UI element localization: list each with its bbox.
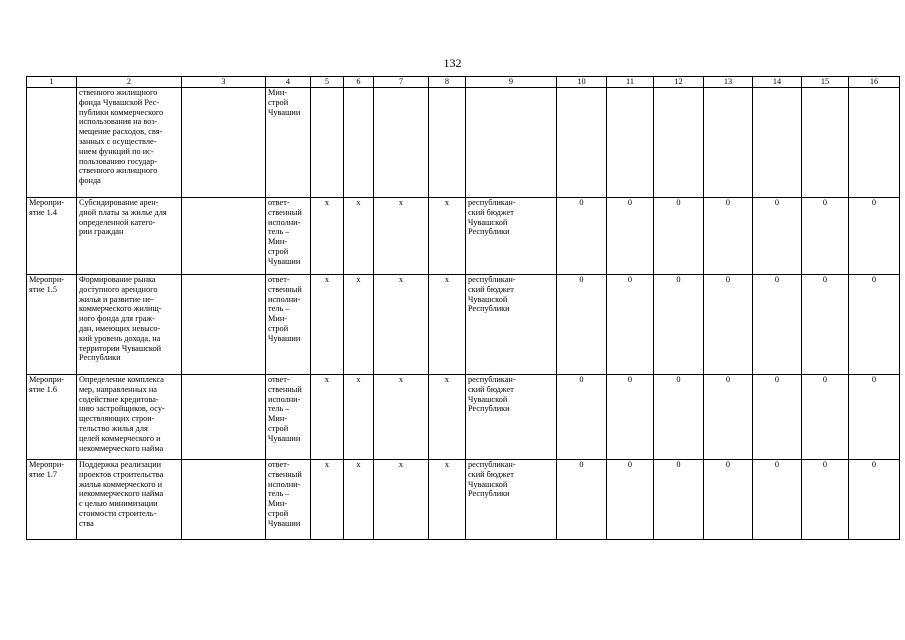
- column-3-cell: [182, 88, 266, 198]
- funding-source-cell-line: ский бюджет: [468, 384, 514, 394]
- value-cell-v11: 0: [607, 460, 654, 540]
- column-header-7: 7: [374, 77, 429, 88]
- code-cell-c8: х: [429, 460, 466, 540]
- activity-id-cell-line: Меропри-: [29, 275, 65, 284]
- value-cell-v12: 0: [654, 275, 704, 375]
- activity-description-cell-line: нию застройщиков, осу-: [79, 404, 165, 414]
- activity-description-cell-line: определенной катего-: [79, 217, 156, 227]
- activity-description-cell-line: содействие кредитова-: [79, 394, 159, 404]
- column-header-6: 6: [344, 77, 374, 88]
- value-cell-v16: 0: [849, 460, 900, 540]
- funding-source-cell-line: республикан-: [468, 275, 516, 284]
- activity-id-cell: [27, 275, 77, 375]
- executor-cell-line: ответ-: [268, 375, 290, 384]
- activity-id-cell-line: Меропри-: [29, 460, 65, 469]
- executor-cell-line: Мин-: [268, 499, 288, 509]
- funding-source-cell: [466, 198, 557, 275]
- column-3-cell: [182, 375, 266, 460]
- activity-description-cell-line: целей коммерческого и: [79, 433, 161, 443]
- code-cell-c8: х: [429, 375, 466, 460]
- executor-cell: [266, 198, 311, 275]
- table-row: [27, 375, 900, 460]
- executor-cell-line: Чувашии: [268, 518, 301, 528]
- code-cell-c5: х: [311, 275, 344, 375]
- column-header-1: 1: [27, 77, 77, 88]
- activity-description-cell-line: коммерческого жилищ-: [79, 304, 162, 314]
- executor-cell-line: Чувашии: [268, 333, 301, 343]
- executor-cell-line: Чувашии: [268, 256, 301, 266]
- activity-id-cell-line: ятие 1.5: [29, 284, 58, 294]
- code-cell-c8: х: [429, 198, 466, 275]
- column-header-8: 8: [429, 77, 466, 88]
- executor-cell: [266, 375, 311, 460]
- value-cell-v15: [802, 88, 849, 198]
- value-cell-v12: 0: [654, 198, 704, 275]
- activity-description-cell-line: дной платы за жилье для: [79, 207, 167, 217]
- activity-description-cell-line: Субсидирование арен-: [79, 198, 159, 207]
- value-cell-v10: 0: [557, 198, 607, 275]
- activity-id-cell: [27, 198, 77, 275]
- code-cell-c6: х: [344, 460, 374, 540]
- activity-description-cell-line: проектов строительства: [79, 469, 164, 479]
- value-cell-v15: 0: [802, 375, 849, 460]
- activity-id-cell: [27, 460, 77, 540]
- executor-cell-line: исполни-: [268, 394, 301, 404]
- column-header-9: 9: [466, 77, 557, 88]
- activity-description-cell-line: публики коммерческого: [79, 107, 164, 117]
- activity-description-cell-line: Поддержка реализации: [79, 460, 162, 469]
- code-cell-c7: х: [374, 198, 429, 275]
- funding-source-cell-line: Республики: [468, 489, 510, 499]
- value-cell-v15: 0: [802, 198, 849, 275]
- funding-source-cell-line: ский бюджет: [468, 207, 514, 217]
- value-cell-v14: 0: [753, 375, 802, 460]
- code-cell-c6: х: [344, 375, 374, 460]
- activity-description-cell-line: рии граждан: [79, 227, 124, 237]
- value-cell-v12: 0: [654, 375, 704, 460]
- executor-cell-line: ответ-: [268, 198, 290, 207]
- executor-cell-line: ответ-: [268, 275, 290, 284]
- funding-source-cell-line: Республики: [468, 404, 510, 414]
- executor-cell-line: тель –: [268, 489, 290, 499]
- value-cell-v11: 0: [607, 275, 654, 375]
- executor-cell: [266, 275, 311, 375]
- value-cell-v10: 0: [557, 375, 607, 460]
- activity-description-cell-line: фонда Чувашской Рес-: [79, 97, 160, 107]
- activity-description-cell-line: Республики: [79, 353, 121, 363]
- activity-description-cell: [77, 460, 182, 540]
- funding-source-cell-line: ский бюджет: [468, 469, 514, 479]
- activity-id-cell-line: ятие 1.6: [29, 384, 58, 394]
- executor-cell-line: ственный: [268, 384, 302, 394]
- column-header-2: 2: [77, 77, 182, 88]
- funding-source-cell-line: республикан-: [468, 198, 516, 207]
- funding-source-cell-line: Чувашской: [468, 479, 508, 489]
- table-body: [27, 88, 900, 540]
- funding-source-cell: [466, 88, 557, 198]
- table-header: [27, 77, 900, 88]
- value-cell-v12: [654, 88, 704, 198]
- value-cell-v16: 0: [849, 375, 900, 460]
- value-cell-v13: 0: [704, 375, 753, 460]
- funding-source-cell: [466, 375, 557, 460]
- column-3-cell: [182, 198, 266, 275]
- activity-description-cell: [77, 275, 182, 375]
- column-header-3: 3: [182, 77, 266, 88]
- table-row: [27, 88, 900, 198]
- code-cell-c5: х: [311, 375, 344, 460]
- executor-cell-line: Мин-: [268, 237, 288, 247]
- executor-cell-line: Мин-: [268, 88, 288, 97]
- executor-cell-line: строй: [268, 246, 289, 256]
- column-header-5: 5: [311, 77, 344, 88]
- executor-cell-line: строй: [268, 508, 289, 518]
- value-cell-v14: 0: [753, 275, 802, 375]
- activity-description-cell: [77, 375, 182, 460]
- value-cell-v15: 0: [802, 275, 849, 375]
- activity-description-cell-line: Определение комплекса: [79, 375, 164, 384]
- value-cell-v13: 0: [704, 198, 753, 275]
- header-row: [27, 77, 900, 88]
- code-cell-c7: х: [374, 375, 429, 460]
- activity-description-cell-line: фонда: [79, 176, 101, 186]
- funding-source-cell: [466, 460, 557, 540]
- activity-description-cell-line: нием функций по ис-: [79, 146, 154, 156]
- activity-id-cell: [27, 375, 77, 460]
- code-cell-c6: [344, 88, 374, 198]
- activity-description-cell-line: ственного жилищного: [79, 88, 158, 97]
- executor-cell-line: ственный: [268, 207, 302, 217]
- activity-description-cell-line: некоммерческого найма: [79, 443, 164, 453]
- executor-cell-line: исполни-: [268, 479, 301, 489]
- activity-id-cell-line: Меропри-: [29, 198, 65, 207]
- activity-description-cell-line: мещение расходов, свя-: [79, 127, 163, 137]
- executor-cell-line: исполни-: [268, 217, 301, 227]
- value-cell-v15: 0: [802, 460, 849, 540]
- value-cell-v13: [704, 88, 753, 198]
- activity-description-cell-line: дан, имеющих невысо-: [79, 323, 161, 333]
- activity-description-cell-line: ственного жилищного: [79, 166, 158, 176]
- executor-cell-line: ответ-: [268, 460, 290, 469]
- funding-source-cell-line: ский бюджет: [468, 284, 514, 294]
- funding-source-cell-line: Республики: [468, 304, 510, 314]
- activity-id-cell: [27, 88, 77, 198]
- activity-description-cell-line: ства: [79, 518, 94, 528]
- column-3-cell: [182, 275, 266, 375]
- code-cell-c8: [429, 88, 466, 198]
- column-header-4: 4: [266, 77, 311, 88]
- column-header-15: 15: [802, 77, 849, 88]
- activity-description-cell-line: пользованию государ-: [79, 156, 157, 166]
- executor-cell-line: ственный: [268, 469, 302, 479]
- value-cell-v11: 0: [607, 198, 654, 275]
- funding-source-cell-line: республикан-: [468, 375, 516, 384]
- value-cell-v13: 0: [704, 275, 753, 375]
- activity-description-cell-line: мер, направленных на: [79, 384, 157, 394]
- activity-description-cell-line: некоммерческого найма: [79, 489, 164, 499]
- activity-description-cell-line: использования на воз-: [79, 117, 158, 127]
- code-cell-c5: [311, 88, 344, 198]
- funding-source-cell-line: Чувашской: [468, 217, 508, 227]
- column-header-12: 12: [654, 77, 704, 88]
- code-cell-c7: х: [374, 275, 429, 375]
- funding-source-cell-line: Чувашской: [468, 294, 508, 304]
- funding-source-cell: [466, 275, 557, 375]
- activity-description-cell-line: занных с осуществле-: [79, 136, 157, 146]
- activity-description-cell-line: кий уровень дохода, на: [79, 333, 161, 343]
- code-cell-c5: х: [311, 198, 344, 275]
- activity-id-cell-line: Меропри-: [29, 375, 65, 384]
- code-cell-c7: [374, 88, 429, 198]
- table-row: [27, 460, 900, 540]
- table-row: [27, 275, 900, 375]
- executor-cell-line: исполни-: [268, 294, 301, 304]
- funding-source-cell-line: Республики: [468, 227, 510, 237]
- value-cell-v11: [607, 88, 654, 198]
- page-number: 132: [443, 56, 462, 70]
- value-cell-v16: [849, 88, 900, 198]
- executor-cell-line: Чувашии: [268, 107, 301, 117]
- executor-cell-line: Мин-: [268, 314, 288, 324]
- executor-cell: [266, 460, 311, 540]
- executor-cell-line: строй: [268, 323, 289, 333]
- executor-cell-line: строй: [268, 97, 289, 107]
- program-table: [26, 76, 900, 540]
- activity-description-cell-line: ществляющих строи-: [79, 414, 155, 424]
- column-header-11: 11: [607, 77, 654, 88]
- value-cell-v13: 0: [704, 460, 753, 540]
- column-header-10: 10: [557, 77, 607, 88]
- activity-description-cell: [77, 88, 182, 198]
- value-cell-v14: [753, 88, 802, 198]
- executor-cell-line: тель –: [268, 227, 290, 237]
- executor-cell-line: тель –: [268, 404, 290, 414]
- value-cell-v11: 0: [607, 375, 654, 460]
- table-row: [27, 198, 900, 275]
- activity-id-cell-line: ятие 1.7: [29, 469, 58, 479]
- executor-cell-line: Чувашии: [268, 433, 301, 443]
- column-header-14: 14: [753, 77, 802, 88]
- funding-source-cell-line: республикан-: [468, 460, 516, 469]
- activity-description-cell-line: доступного арендного: [79, 284, 158, 294]
- executor-cell-line: Мин-: [268, 414, 288, 424]
- value-cell-v10: [557, 88, 607, 198]
- executor-cell: [266, 88, 311, 198]
- activity-description-cell-line: тельство жилья для: [79, 423, 148, 433]
- code-cell-c7: х: [374, 460, 429, 540]
- funding-source-cell-line: Чувашской: [468, 394, 508, 404]
- activity-description-cell: [77, 198, 182, 275]
- activity-description-cell-line: с целью минимизации: [79, 499, 158, 509]
- activity-id-cell-line: ятие 1.4: [29, 207, 58, 217]
- value-cell-v10: 0: [557, 275, 607, 375]
- column-header-13: 13: [704, 77, 753, 88]
- column-3-cell: [182, 460, 266, 540]
- activity-description-cell-line: территории Чувашской: [79, 343, 162, 353]
- value-cell-v16: 0: [849, 198, 900, 275]
- activity-description-cell-line: жилья и развитие не-: [79, 294, 154, 304]
- code-cell-c6: х: [344, 275, 374, 375]
- code-cell-c5: х: [311, 460, 344, 540]
- activity-description-cell-line: стоимости строитель-: [79, 508, 157, 518]
- activity-description-cell-line: ного фонда для граж-: [79, 314, 155, 324]
- executor-cell-line: тель –: [268, 304, 290, 314]
- column-header-16: 16: [849, 77, 900, 88]
- executor-cell-line: ственный: [268, 284, 302, 294]
- executor-cell-line: строй: [268, 423, 289, 433]
- code-cell-c8: х: [429, 275, 466, 375]
- value-cell-v16: 0: [849, 275, 900, 375]
- activity-description-cell-line: Формирование рынка: [79, 275, 156, 284]
- value-cell-v10: 0: [557, 460, 607, 540]
- value-cell-v14: 0: [753, 460, 802, 540]
- code-cell-c6: х: [344, 198, 374, 275]
- value-cell-v12: 0: [654, 460, 704, 540]
- value-cell-v14: 0: [753, 198, 802, 275]
- activity-description-cell-line: жилья коммерческого и: [79, 479, 163, 489]
